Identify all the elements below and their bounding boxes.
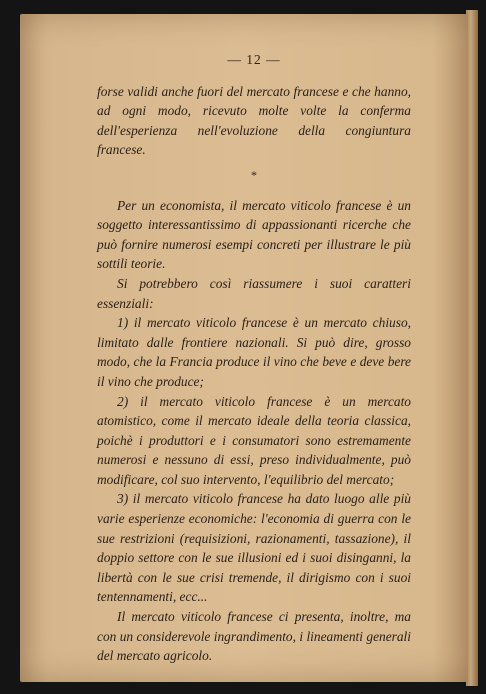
paragraph: Per un economista, il mercato viticolo francese è un soggetto interessantissimo di appassionanti ricerche che può fornire numerosi esempi concreti per illustrare le più sottili teorie. — [97, 197, 411, 272]
paragraph: Il mercato viticolo francese ci presenta, inoltre, ma con un considerevole ingrandimento, i lineamenti generali del mercato agricolo. — [97, 609, 411, 664]
list-item: 1) il mercato viticolo francese è un mercato chiuso, limitato dalle frontiere nazionali. Si può dire, grosso modo, che la Francia produce il vino che beve e deve bere il vino che produce; — [97, 315, 411, 389]
paragraph: forse validi anche fuori del mercato francese e che hanno, ad ogni modo, ricevuto molte volte la conferma dell'esperienza nell'evoluzione della congiuntura francese. — [97, 83, 411, 158]
section-separator: * — [251, 167, 257, 182]
page-number: — 12 — — [227, 52, 281, 67]
paragraph: Si potrebbero così riassumere i suoi caratteri essenziali: — [97, 275, 411, 311]
list-item: 3) il mercato viticolo francese ha dato luogo alle più varie esperienze economiche: l'economia di guerra con le sue restrizioni (requisizioni, razionamenti, tassazione), il doppio settore con le sue illusioni ed i suoi disinganni, la libertà con le sue crisi tremende, il dirigismo con i suoi tentennamenti, ecc... — [97, 491, 411, 605]
list-item: 2) il mercato viticolo francese è un mercato atomistico, come il mercato ideale della teoria classica, poichè i produttori e i consumatori sono estremamente numerosi e nessuno di essi, preso individualmente, può modificare, col suo intervento, l'equilibrio del mercato; — [97, 393, 411, 487]
page-content — [97, 50, 411, 666]
